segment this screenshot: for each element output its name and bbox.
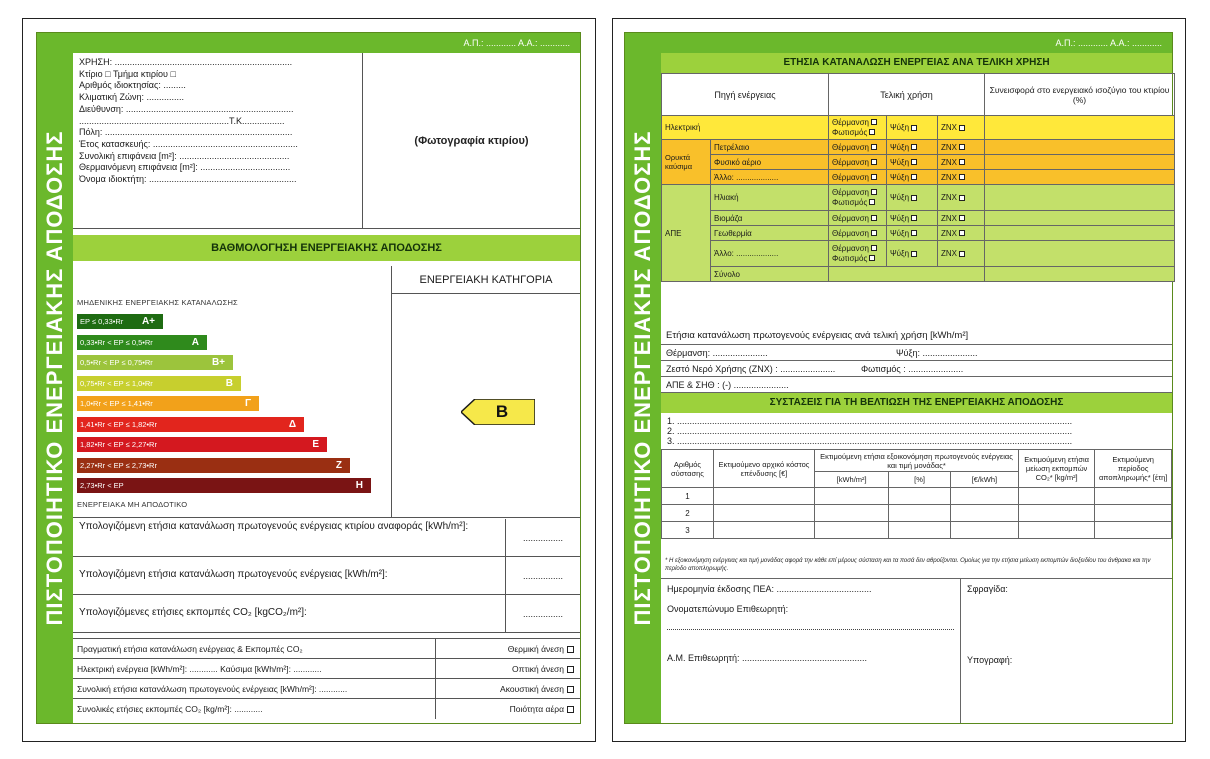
energy-class-letter: B+ <box>211 357 225 368</box>
info-postcode: ............................................................Τ.Κ................. <box>79 115 285 126</box>
comfort-thermal: Θερμική άνεση <box>435 639 580 659</box>
primary-res: ΑΠΕ & ΣΗΘ : (-) ...................... <box>661 377 1172 393</box>
energy-rating-scale <box>73 266 580 518</box>
comfort-air-quality: Ποιότητα αέρα <box>435 699 580 719</box>
energy-class-bar <box>77 396 259 411</box>
primary-dhw-light: Ζεστό Νερό Χρήσης (ΖΝΧ) : ...................... Φωτισμός : ...................... <box>661 361 1172 377</box>
energy-class-bar <box>77 478 371 493</box>
side-banner <box>37 33 73 723</box>
comfort-visual: Οπτική άνεση <box>435 659 580 679</box>
calc-primary-consumption: Υπολογιζόμενη ετήσια κατανάλωση πρωτογενούς ενέργειας [kWh/m²]: ................ <box>73 557 580 595</box>
energy-class-letter: A+ <box>141 316 155 327</box>
signature-label: Υπογραφή: <box>967 655 1013 665</box>
info-climate-zone: Κλιματική Ζώνη: ............... <box>79 92 184 103</box>
annual-consumption-table <box>661 73 1172 282</box>
current-class: B <box>495 402 509 421</box>
info-heated-area: Θερμαινόμενη επιφάνεια [m²]: .................................... <box>79 162 291 173</box>
row-fossil-other: Άλλο: ................... Θέρμανση Ψύξη ΖΝΧ <box>662 170 1175 185</box>
comfort-acoustic: Ακουστική άνεση <box>435 679 580 699</box>
col-use: Τελική χρήση <box>829 74 985 116</box>
annual-title: ΕΤΗΣΙΑ ΚΑΤΑΝΑΛΩΣΗ ΕΝΕΡΓΕΙΑΣ ΑΝΑ ΤΕΛΙΚΗ ΧΡΗΣΗ <box>661 53 1172 73</box>
side-title: ΠΙΣΤΟΠΟΙΗΤΙΚΟ ΕΝΕΡΓΕΙΑΚΗΣ ΑΠΟΔΟΣΗΣ <box>630 130 655 626</box>
energy-class-range: 0,5•Rr < EP ≤ 0,75•Rr <box>80 358 153 367</box>
recommendation-1: 1. .............................................................................................................................................................. <box>667 416 1073 426</box>
reference-header: Α.Π.: ............ Α.Α.: ............ <box>661 33 1172 53</box>
energy-class-range: 1,82•Rr < EP ≤ 2,27•Rr <box>80 440 157 449</box>
energy-class-range: 1,0•Rr < EP ≤ 1,41•Rr <box>80 399 153 408</box>
comfort-air-checkbox[interactable] <box>567 706 574 713</box>
recommendations-table: Αριθμός σύστασης Εκτιμούμενο αρχικό κόστος επένδυσης [€] Εκτιμούμενη ετήσια εξοικονόμηση πρωτογενούς ενέργειας και τιμή μονάδας* Εκτιμούμενη ετήσια μείωση εκπομπών CO₂* [kg/m²] Εκτιμούμενη περίοδος αποπληρωμής* [έτη] [kWh/m²] [%] [€/kWh] 1 2 3 <box>661 449 1172 539</box>
info-owner: Όνομα ιδιοκτήτη: ........................................................... <box>79 174 297 185</box>
energy-class-letter: Ε <box>312 439 319 450</box>
issue-date: Ημερομηνία έκδοσης ΠΕΑ: ...................................... <box>667 584 872 594</box>
energy-class-letter: Η <box>355 480 363 491</box>
actual-consumption <box>73 638 580 723</box>
row-res-total: Σύνολο <box>662 267 1175 282</box>
recommendation-3: 3. .............................................................................................................................................................. <box>667 436 1073 446</box>
rating-title: ΒΑΘΜΟΛΟΓΗΣΗ ΕΝΕΡΓΕΙΑΚΗΣ ΑΠΟΔΟΣΗΣ <box>73 235 580 261</box>
building-info <box>73 53 363 229</box>
row-res-other: Άλλο: ................... Θέρμανση Φωτισμός Ψύξη ΖΝΧ <box>662 241 1175 267</box>
energy-class-range: 1,41•Rr < EP ≤ 1,82•Rr <box>80 419 157 429</box>
signature-block <box>661 578 1172 723</box>
rec-row: 3 <box>662 522 1172 539</box>
side-title: ΠΙΣΤΟΠΟΙΗΤΙΚΟ ΕΝΕΡΓΕΙΑΚΗΣ ΑΠΟΔΟΣΗΣ <box>42 130 67 626</box>
actual-title: Πραγματική ετήσια κατανάλωση ενέργειας & Εκπομπές CO₂ <box>73 639 435 659</box>
col-source: Πηγή ενέργειας <box>662 74 829 116</box>
current-class-badge <box>461 399 535 425</box>
building-photo-placeholder: (Φωτογραφία κτιρίου) <box>363 53 580 229</box>
inspector-name: Ονοματεπώνυμο Επιθεωρητή: <box>667 604 789 614</box>
energy-class-letter: B <box>225 377 233 389</box>
energy-class-range: 2,27•Rr < EP ≤ 2,73•Rr <box>80 460 157 470</box>
energy-class-range: 2,73•Rr < EP <box>80 481 124 490</box>
actual-total-primary: Συνολική ετήσια κατανάλωση πρωτογενούς ενέργειας [kWh/m²]: ............ <box>73 679 435 699</box>
energy-class-range: EP ≤ 0,33•Rr <box>80 317 124 326</box>
energy-class-bar <box>77 437 327 452</box>
energy-class-bar <box>77 335 207 350</box>
stamp-label: Σφραγίδα: <box>967 584 1008 594</box>
row-oil: Ορυκτά καύσιμα Πετρέλαιο Θέρμανση Ψύξη ΖΝΧ <box>662 140 1175 155</box>
reference-header: Α.Π.: ............ Α.Α.: ............ <box>73 33 580 53</box>
energy-class-letter: A <box>191 336 199 348</box>
energy-class-letter: Γ <box>244 398 251 409</box>
primary-title: Ετήσια κατανάλωση πρωτογενούς ενέργειας ανά τελική χρήση [kWh/m²] <box>661 326 1172 345</box>
scale-bottom-label: ΕΝΕΡΓΕΙΑΚΑ ΜΗ ΑΠΟΔΟΤΙΚΟ <box>77 500 188 509</box>
row-electric: Ηλεκτρική Θέρμανση Φωτισμός Ψύξη ΖΝΧ <box>662 116 1175 140</box>
side-banner <box>625 33 661 723</box>
certificate-page-1 <box>36 32 581 724</box>
energy-class-bar <box>77 376 241 391</box>
info-property-no: Αριθμός ιδιοκτησίας: ......... <box>79 80 186 91</box>
row-natural-gas: Φυσικό αέριο Θέρμανση Ψύξη ΖΝΧ <box>662 155 1175 170</box>
recommendations-title: ΣΥΣΤΑΣΕΙΣ ΓΙΑ ΤΗ ΒΕΛΤΙΩΣΗ ΤΗΣ ΕΝΕΡΓΕΙΑΚΗΣ ΑΠΟΔΟΣΗΣ <box>661 393 1172 413</box>
comfort-visual-checkbox[interactable] <box>567 666 574 673</box>
actual-co2: Συνολικές ετήσιες εκπομπές CO₂ [kg/m²]: ............ <box>77 704 263 714</box>
energy-class-bar <box>77 458 350 473</box>
row-geothermal: Γεωθερμία Θέρμανση Ψύξη ΖΝΧ <box>662 226 1175 241</box>
rating-category-label: ΕΝΕΡΓΕΙΑΚΗ ΚΑΤΗΓΟΡΙΑ <box>391 266 580 294</box>
energy-class-range: 0,75•Rr < EP ≤ 1,0•Rr <box>80 378 153 388</box>
col-contribution: Συνεισφορά στο ενεργειακό ισοζύγιο του κτιρίου (%) <box>985 74 1175 116</box>
info-year: Έτος κατασκευής: .......................................................... <box>79 138 298 149</box>
footnote: * Η εξοικονόμηση ενέργειας και τιμή μονάδας αφορά την κάθε επί μέρους σύσταση και τα ποσά δεν αθροίζονται. Ομοίως για την ετήσια μείωση εκπομπών διοξειδίου του άνθρακα και την περίοδο αποπληρωμής. <box>665 558 1151 572</box>
actual-electric-fuel: Ηλεκτρική ενέργεια [kWh/m²]: ............ Καύσιμα [kWh/m²]: ............ <box>73 659 435 679</box>
comfort-thermal-checkbox[interactable] <box>567 646 574 653</box>
rec-row: 1 <box>662 488 1172 505</box>
comfort-acoustic-checkbox[interactable] <box>567 686 574 693</box>
recommendation-2: 2. .............................................................................................................................................................. <box>667 426 1073 436</box>
energy-class-letter: Δ <box>288 418 296 430</box>
energy-class-range: 0,33•Rr < EP ≤ 0,5•Rr <box>80 337 153 347</box>
info-city: Πόλη: ........................................................................... <box>79 127 293 138</box>
inspector-am: Α.Μ. Επιθεωρητή: .................................................. <box>667 653 867 663</box>
row-solar: ΑΠΕ Ηλιακή Θέρμανση Φωτισμός Ψύξη ΖΝΧ <box>662 185 1175 211</box>
scale-top-label: ΜΗΔΕΝΙΚΗΣ ΕΝΕΡΓΕΙΑΚΗΣ ΚΑΤΑΝΑΛΩΣΗΣ <box>77 298 238 307</box>
energy-class-bar <box>77 314 163 329</box>
rec-row: 2 <box>662 505 1172 522</box>
row-biomass: Βιομάζα Θέρμανση Ψύξη ΖΝΧ <box>662 211 1175 226</box>
certificate-page-2 <box>624 32 1173 724</box>
energy-class-bar <box>77 417 304 432</box>
info-total-area: Συνολική επιφάνεια [m²]: ............................................ <box>79 150 290 161</box>
recommendation-lines <box>667 416 1166 446</box>
info-address: Διεύθυνση: ................................................................... <box>79 103 294 114</box>
info-type: Κτίριο □ Τμήμα κτιρίου □ <box>79 68 176 79</box>
energy-class-letter: Ζ <box>335 459 342 471</box>
info-use: ΧΡΗΣΗ: ....................................................................... <box>79 57 293 67</box>
energy-class-bar <box>77 355 233 370</box>
calc-reference-consumption: Υπολογιζόμενη ετήσια κατανάλωση πρωτογενούς ενέργειας κτιρίου αναφοράς [kWh/m²]: ................ <box>73 519 580 557</box>
calc-co2-emissions: Υπολογιζόμενες ετήσιες εκπομπές CO₂ [kgCO₂/m²]: ................ <box>73 595 580 633</box>
primary-heat-cool: Θέρμανση: ...................... Ψύξη: ...................... <box>661 345 1172 361</box>
